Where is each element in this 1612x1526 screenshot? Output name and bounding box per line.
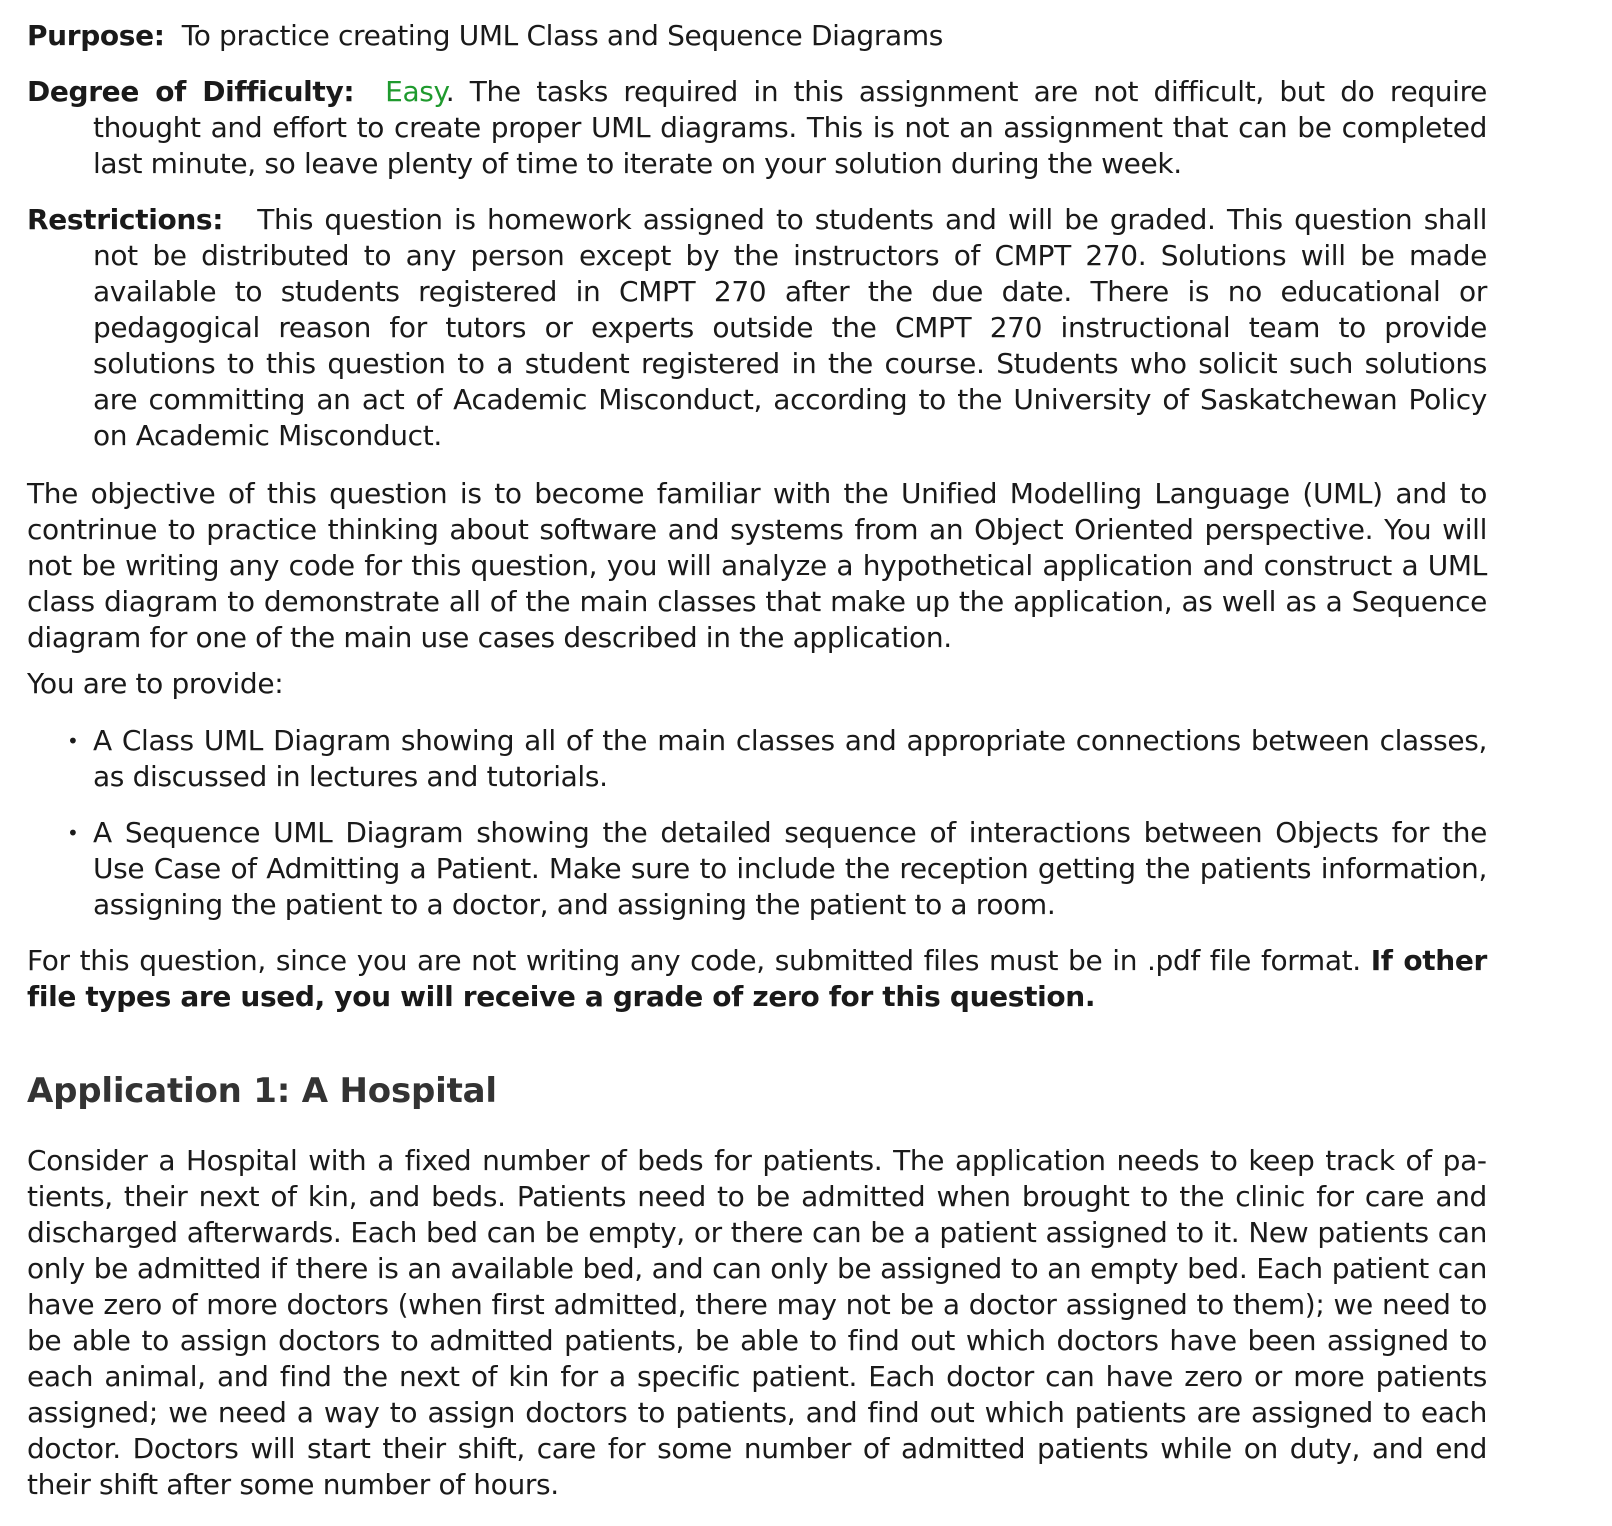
list-item	[27, 723, 1487, 795]
difficulty-label: Degree of Difficulty:	[27, 75, 355, 108]
restrictions-paragraph	[27, 202, 1487, 454]
application-body: Consider a Hospital with a fixed number of beds for patients. The application needs to keep track of patients, their next of kin, and beds. Patients need to be admitted when brought to the clinic for care and discharged afterwards. Each bed can be empty, or there can be a patient assigned to it. New patients can only be admitted if there is an available bed, and can only be assigned to an empty bed. Each patient can have zero of more doctors (when first admitted, there may not be a doctor assigned to them); we need to be able to assign doctors to admitted patients, be able to find out which doctors have been assigned to each animal, and find the next of kin for a specific patient. Each doctor can have zero or more patients assigned; we need a way to assign doctors to patients, and find out which patients are assigned to each doctor. Doctors will start their shift, care for some number of admitted patients while on duty, and end their shift after some number of hours.	[27, 1144, 1487, 1501]
purpose-text: To practice creating UML Class and Sequence Diagrams	[181, 19, 943, 52]
list-item-text: A Sequence UML Diagram showing the detailed sequence of interactions between Objects for the Use Case of Admitting a Patient. Make sure to include the reception getting the patients information, assigning the patient to a doctor, and assigning the patient to a room.	[93, 816, 1487, 921]
difficulty-level: Easy	[385, 75, 446, 108]
difficulty-text: . The tasks required in this assignment are not difficult, but do require thought and effort to create proper UML diagrams. This is not an assignment that can be completed last minute, so leave plenty of time to iterate on your solution during the week.	[93, 75, 1487, 180]
submission-warning: If other file types are used, you will receive a grade of zero for this question.	[27, 944, 1487, 1013]
assignment-page	[27, 18, 1487, 1503]
objective-paragraph: The objective of this question is to become familiar with the Unified Modelling Language (UML) and to contrinue to practice thinking about software and systems from an Object Oriented perspective. You will not be writing any code for this question, you will analyze a hypothetical application and construct a UML class diagram to demonstrate all of the main classes that make up the application, as well as a Sequence diagram for one of the main use cases described in the application.	[27, 477, 1487, 654]
difficulty-paragraph	[27, 74, 1487, 182]
restrictions-text: This question is homework assigned to students and will be graded. This question shall not be distributed to any person except by the instructors of CMPT 270. Solutions will be made available to students registered in CMPT 270 after the due date. There is no educational or pedagogical reason for tutors or experts outside the CMPT 270 instructional team to provide solutions to this question to a student registered in the course. Students who solicit such solutions are committing an act of Academic Misconduct, according to the University of Saskatchewan Policy on Academic Misconduct.	[93, 203, 1487, 452]
restrictions-label: Restrictions:	[27, 203, 224, 236]
purpose-label: Purpose:	[27, 19, 165, 52]
purpose-paragraph	[27, 18, 1487, 54]
deliverables-list	[27, 723, 1487, 923]
list-item-text: A Class UML Diagram showing all of the main classes and appropriate connections between classes, as discussed in lectures and tutorials.	[93, 724, 1487, 793]
submission-text: For this question, since you are not writing any code, submitted files must be in .pdf file format.	[27, 944, 1371, 977]
provide-intro: You are to provide:	[27, 667, 284, 700]
bullet-icon: •	[67, 821, 79, 845]
submission-paragraph	[27, 943, 1487, 1015]
application-heading: Application 1: A Hospital	[27, 1071, 497, 1111]
list-item	[27, 815, 1487, 923]
bullet-icon: •	[67, 729, 79, 753]
